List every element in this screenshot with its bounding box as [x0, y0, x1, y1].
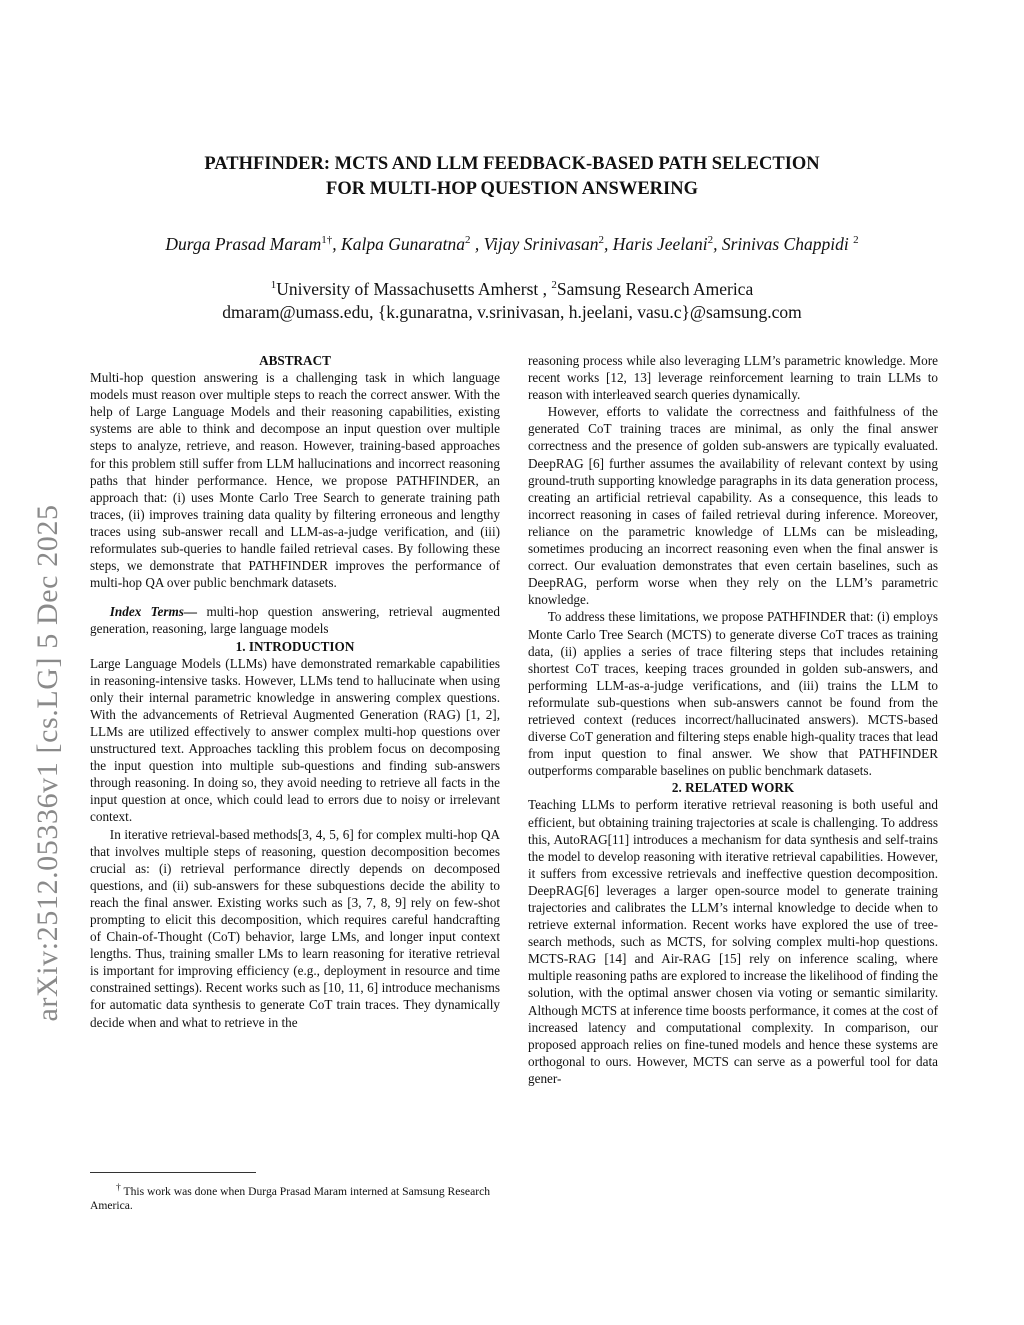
index-terms: [90, 603, 500, 637]
intro-paragraph-2: In iterative retrieval-based methods[3, 4, 5, 6] for complex multi-hop QA that involves multiple steps of reasoning, question decomposition becomes crucial as: (i) retrieval performance directly depends on decomposed questions, and (ii) sub-answers for these subquestions decide the ability to reach the final answer. Existing works such as [3, 7, 8, 9] rely on few-shot prompting to elicit this decomposition, which requires careful handcrafting of Chain-of-Thought (CoT) behavior, large LMs, and longer input context lengths. Thus, training smaller LMs to learn reasoning for iterative retrieval is important for improving efficiency (e.g., deployment in resource and time constrained settings). Recent works such as [10, 11, 6] introduce mechanisms for automatic data synthesis to generate CoT train traces. They dynamically decide when and what to retrieve in the: [90, 826, 500, 1030]
section-heading-introduction: 1. INTRODUCTION: [235, 638, 355, 654]
institutions: $^1$University of Massachusetts Amherst , $^2$Samsung Research America: [270, 278, 754, 299]
paper-header: [0, 152, 1024, 324]
abstract-text: Multi-hop question answering is a challenging task in which language models must reason over multiple steps to reach the correct answer. With the help of Large Language Models and their reasoning capabilities, existing systems are able to think and decompose an input question over multiple steps to analyze, retrieve, and reason. However, training-based approaches for this problem still suffer from LLM hallucinations and incorrect reasoning paths that hinder performance. Hence, we propose PATHFINDER, an approach that: (i) uses Monte Carlo Tree Search to generate training path traces, (ii) improves training data quality by filtering erroneous and lengthy traces using sub-answer recall and LLM-as-a-judge verification, and (iii) reformulates sub-queries to handle failed retrieval cases. By following these steps, we demonstrate that PATHFINDER improves the performance of multi-hop QA over public benchmark datasets.: [90, 370, 500, 591]
footnote-rule: [90, 1172, 256, 1173]
author: Srinivas Chappidi $^2$: [721, 233, 859, 254]
author-emails: dmaram@umass.edu, {k.gunaratna, v.srinivasan, h.jeelani, vasu.c}@samsung.com: [222, 301, 802, 322]
intro-paragraph-3: reasoning process while also leveraging LLM’s parametric knowledge. More recent works [12, 13] leverage reinforcement learning to train LLMs to reason with interleaved search queries dynamically.: [528, 353, 938, 403]
right-column: [528, 352, 938, 1087]
title-line-2: FOR MULTI-HOP QUESTION ANSWERING: [326, 179, 698, 199]
arxiv-id: arXiv:2512.05336v1 [cs.LG] 5 Dec 2025: [31, 504, 64, 1022]
intro-paragraph-5: To address these limitations, we propose PATHFINDER that: (i) employs Monte Carlo Tree Search (MCTS) to generate diverse CoT traces as training data, (ii) applies a series of trace filtering steps that includes retaining shortest CoT traces, keeping traces grounded in golden sub-answers, and performing LLM-as-a-judge verifications, and (iii) trains the LLM to reformulate sub-questions when sub-answers cannot be found from the retrieved context (reduces incorrect/hallucinated answers). MCTS-based diverse CoT generation and filtering steps enable high-quality traces that lead from input question to final answer. We show that PATHFINDER outperforms comparable baselines on public benchmark datasets.: [528, 609, 938, 779]
index-terms-text: multi-hop question answering, retrieval augmented generation, reasoning, large language models: [90, 604, 500, 637]
author: Durga Prasad Maram$^{1\dagger}$,: [165, 233, 342, 254]
affiliations: [0, 274, 1024, 324]
author: Haris Jeelani$^2$,: [612, 233, 722, 254]
section-heading-related-work: 2. RELATED WORK: [671, 780, 795, 796]
intro-paragraph-1: Large Language Models (LLMs) have demonstrated remarkable capabilities in reasoning-intensive tasks. However, LLMs tend to hallucinate when using only their internal parametric knowledge in answering complex questions. With the advancements of Retrieval Augmented Generation (RAG) [1, 2], LLMs are utilized effectively to answer complex multi-hop questions over unstructured text. Approaches tackling this problem focus on decomposing the input question into multiple sub-questions and finding sub-answers through reasoning. In doing so, they avoid needing to retrieve all facts in the input question at once, which could lead to errors due to noisy or irrelevant context.: [90, 655, 500, 825]
title-line-1: PATHFINDER: MCTS AND LLM FEEDBACK-BASED PATH SELECTION: [204, 154, 820, 174]
paper-title: [0, 152, 1024, 202]
footnote-mark: †: [116, 1182, 121, 1193]
footnote: [90, 1181, 500, 1214]
author: Kalpa Gunaratna$^2$ ,: [341, 233, 484, 254]
author: Vijay Srinivasan$^2$,: [483, 233, 613, 254]
author-list: [0, 228, 1024, 256]
abstract-heading: ABSTRACT: [259, 353, 331, 368]
index-terms-label: Index Terms—: [109, 604, 198, 620]
related-work-paragraph: Teaching LLMs to perform iterative retrieval reasoning is both useful and efficient, but obtaining training trajectories at scale is challenging. To address this, AutoRAG[11] introduces a mechanism for data synthesis and self-trains the model to develop reasoning with iterative retrieval capabilities. However, it suffers from excessive retrievals and ineffective question decomposition. DeepRAG[6] leverages a larger open-source model to generate training trajectories and calibrates the LLM’s internal knowledge to decide when to retrieve external information. Recent works have explored the use of tree-search methods, such as MCTS, for solving complex multi-hop questions. MCTS-RAG [14] and Air-RAG [15] rely on inference scaling, where multiple reasoning paths are explored to increase the likelihood of finding the solution, with the optimal answer chosen via voting or semantic similarity. Although MCTS at inference time boosts performance, it comes at the cost of increased latency and computational complexity. In comparison, our proposed approach relies on fine-tuned models and hence these systems are orthogonal to ours. However, MCTS can serve as a powerful tool for data gener-: [528, 797, 938, 1086]
left-column: [90, 352, 500, 1031]
footnote-text: This work was done when Durga Prasad Maram interned at Samsung Research America.: [90, 1184, 491, 1213]
intro-paragraph-4: However, efforts to validate the correctness and faithfulness of the generated CoT training traces are minimal, as only the final answer correctness and the presence of golden sub-answers are typically evaluated. DeepRAG [6] further assumes the availability of relevant context by using ground-truth supporting knowledge paragraphs in its data generation process, creating an artificial retrieval capability. As a consequence, this leads to incorrect reasoning in cases of failed retrieval during inference. Moreover, reliance on the parametric knowledge of LLMs can be misleading, sometimes producing an incorrect reasoning even when the final answer is correct. Our evaluation demonstrates that even certain baselines, such as DeepRAG, perform worse when they rely on the LLM’s parametric knowledge.: [528, 404, 938, 608]
